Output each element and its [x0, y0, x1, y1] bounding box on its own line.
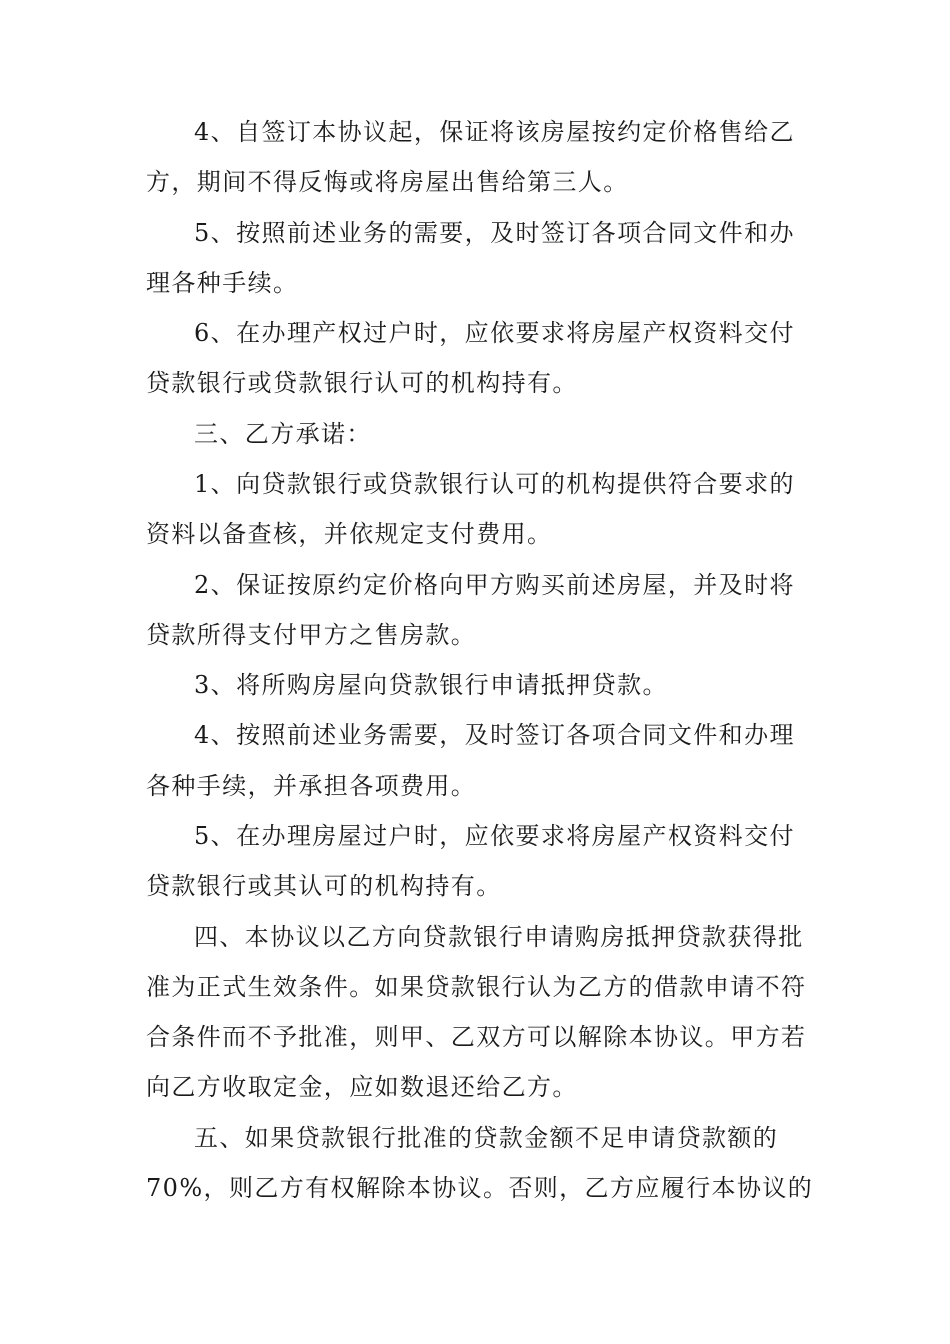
- text-line: 合条件而不予批准，则甲、乙双方可以解除本协议。甲方若: [146, 1023, 807, 1051]
- text-line: 各种手续，并承担各项费用。: [146, 772, 477, 800]
- text-line: 4、按照前述业务需要，及时签订各项合同文件和办理: [194, 721, 795, 749]
- text-line: 向乙方收取定金，应如数退还给乙方。: [146, 1073, 578, 1101]
- text-line: 2、保证按原约定价格向甲方购买前述房屋，并及时将: [194, 571, 795, 599]
- text-line: 4、自签订本协议起，保证将该房屋按约定价格售给乙: [194, 118, 795, 146]
- section-heading: 三、乙方承诺：: [194, 420, 372, 448]
- text-line: 贷款所得支付甲方之售房款。: [146, 621, 477, 649]
- text-line: 70%，则乙方有权解除本协议。否则，乙方应履行本协议的: [146, 1174, 814, 1202]
- text-line: 3、将所购房屋向贷款银行申请抵押贷款。: [194, 671, 668, 699]
- text-line: 理各种手续。: [146, 269, 299, 297]
- text-line: 四、本协议以乙方向贷款银行申请购房抵押贷款获得批: [194, 923, 804, 951]
- text-line: 贷款银行或贷款银行认可的机构持有。: [146, 369, 578, 397]
- text-line: 准为正式生效条件。如果贷款银行认为乙方的借款申请不符: [146, 973, 807, 1001]
- text-line: 五、如果贷款银行批准的贷款金额不足申请贷款额的: [194, 1124, 779, 1152]
- text-line: 6、在办理产权过户时，应依要求将房屋产权资料交付: [194, 319, 795, 347]
- text-line: 5、按照前述业务的需要，及时签订各项合同文件和办: [194, 219, 795, 247]
- text-line: 贷款银行或其认可的机构持有。: [146, 872, 502, 900]
- text-line: 资料以备查核，并依规定支付费用。: [146, 520, 553, 548]
- text-line: 5、在办理房屋过户时，应依要求将房屋产权资料交付: [194, 822, 795, 850]
- text-line: 1、向贷款银行或贷款银行认可的机构提供符合要求的: [194, 470, 795, 498]
- text-line: 方，期间不得反悔或将房屋出售给第三人。: [146, 168, 629, 196]
